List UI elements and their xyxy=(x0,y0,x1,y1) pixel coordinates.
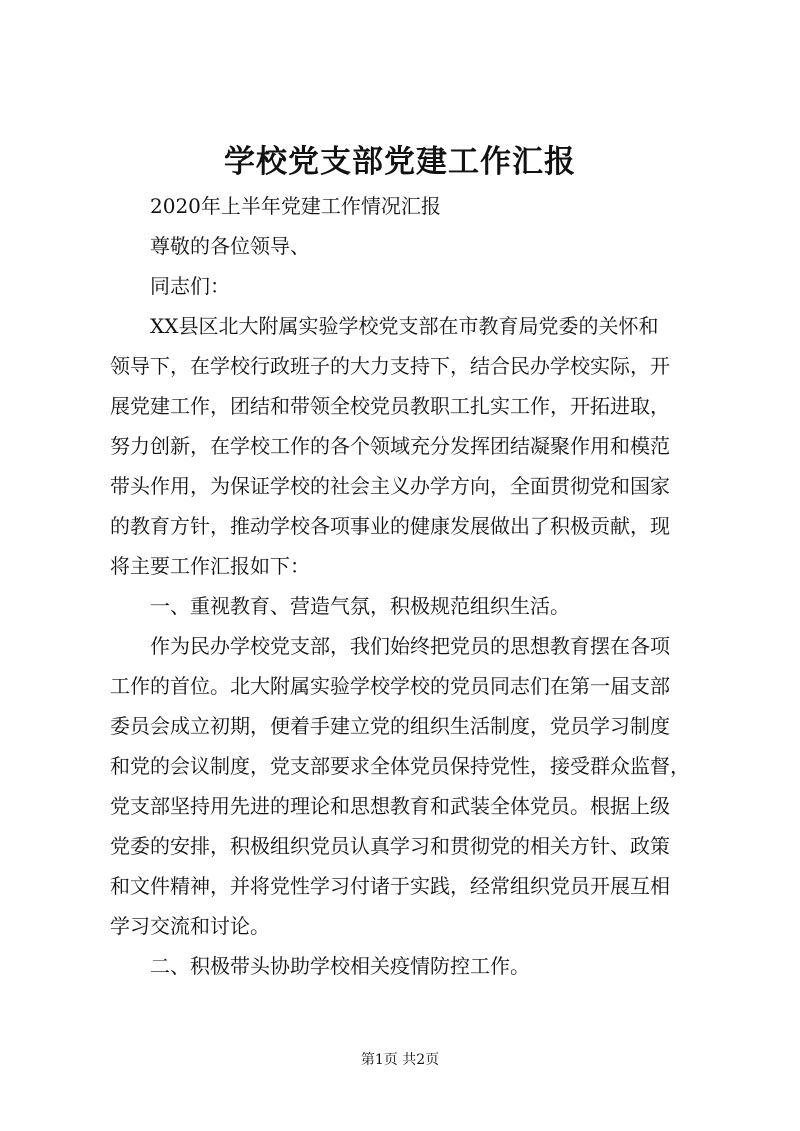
paragraph-line: 的教育方针，推动学校各项事业的健康发展做出了积极贡献，现 xyxy=(110,514,670,538)
document-body xyxy=(110,186,710,986)
section-heading: 二、积极带头协助学校相关疫情防控工作。 xyxy=(150,954,530,978)
document-title: 学校党支部党建工作汇报 xyxy=(224,144,576,180)
paragraph-line: 党支部坚持用先进的理论和思想教育和武装全体党员。根据上级 xyxy=(110,794,670,818)
paragraph-line: XX县区北大附属实验学校党支部在市教育局党委的关怀和 xyxy=(150,314,659,338)
page-footer: 第1页 共2页 xyxy=(360,1052,440,1068)
paragraph-line: 学习交流和讨论。 xyxy=(110,914,270,938)
salutation-line: 同志们： xyxy=(150,274,230,298)
paragraph-line: 工作的首位。北大附属实验学校学校的党员同志们在第一届支部 xyxy=(110,674,670,698)
paragraph-line: 和党的会议制度，党支部要求全体党员保持党性，接受群众监督， xyxy=(110,754,690,778)
paragraph-line: 党委的安排，积极组织党员认真学习和贯彻党的相关方针、政策 xyxy=(110,834,670,858)
paragraph-line: 领导下，在学校行政班子的大力支持下，结合民办学校实际，开 xyxy=(110,354,670,378)
paragraph-line: 委员会成立初期，便着手建立党的组织生活制度，党员学习制度 xyxy=(110,714,670,738)
paragraph-line: 带头作用，为保证学校的社会主义办学方向，全面贯彻党和国家 xyxy=(110,474,670,498)
paragraph-line: 作为民办学校党支部，我们始终把党员的思想教育摆在各项 xyxy=(150,634,670,658)
salutation-line: 尊敬的各位领导、 xyxy=(150,234,310,258)
paragraph-line: 努力创新，在学校工作的各个领域充分发挥团结凝聚作用和模范 xyxy=(110,434,670,458)
paragraph-line: 和文件精神，并将党性学习付诸于实践，经常组织党员开展互相 xyxy=(110,874,670,898)
section-heading: 一、重视教育、营造气氛，积极规范组织生活。 xyxy=(150,594,570,618)
paragraph-line: 展党建工作，团结和带领全校党员教职工扎实工作，开拓进取， xyxy=(110,394,670,418)
paragraph-line: 将主要工作汇报如下： xyxy=(110,554,310,578)
subtitle-line: 2020年上半年党建工作情况汇报 xyxy=(150,194,441,218)
